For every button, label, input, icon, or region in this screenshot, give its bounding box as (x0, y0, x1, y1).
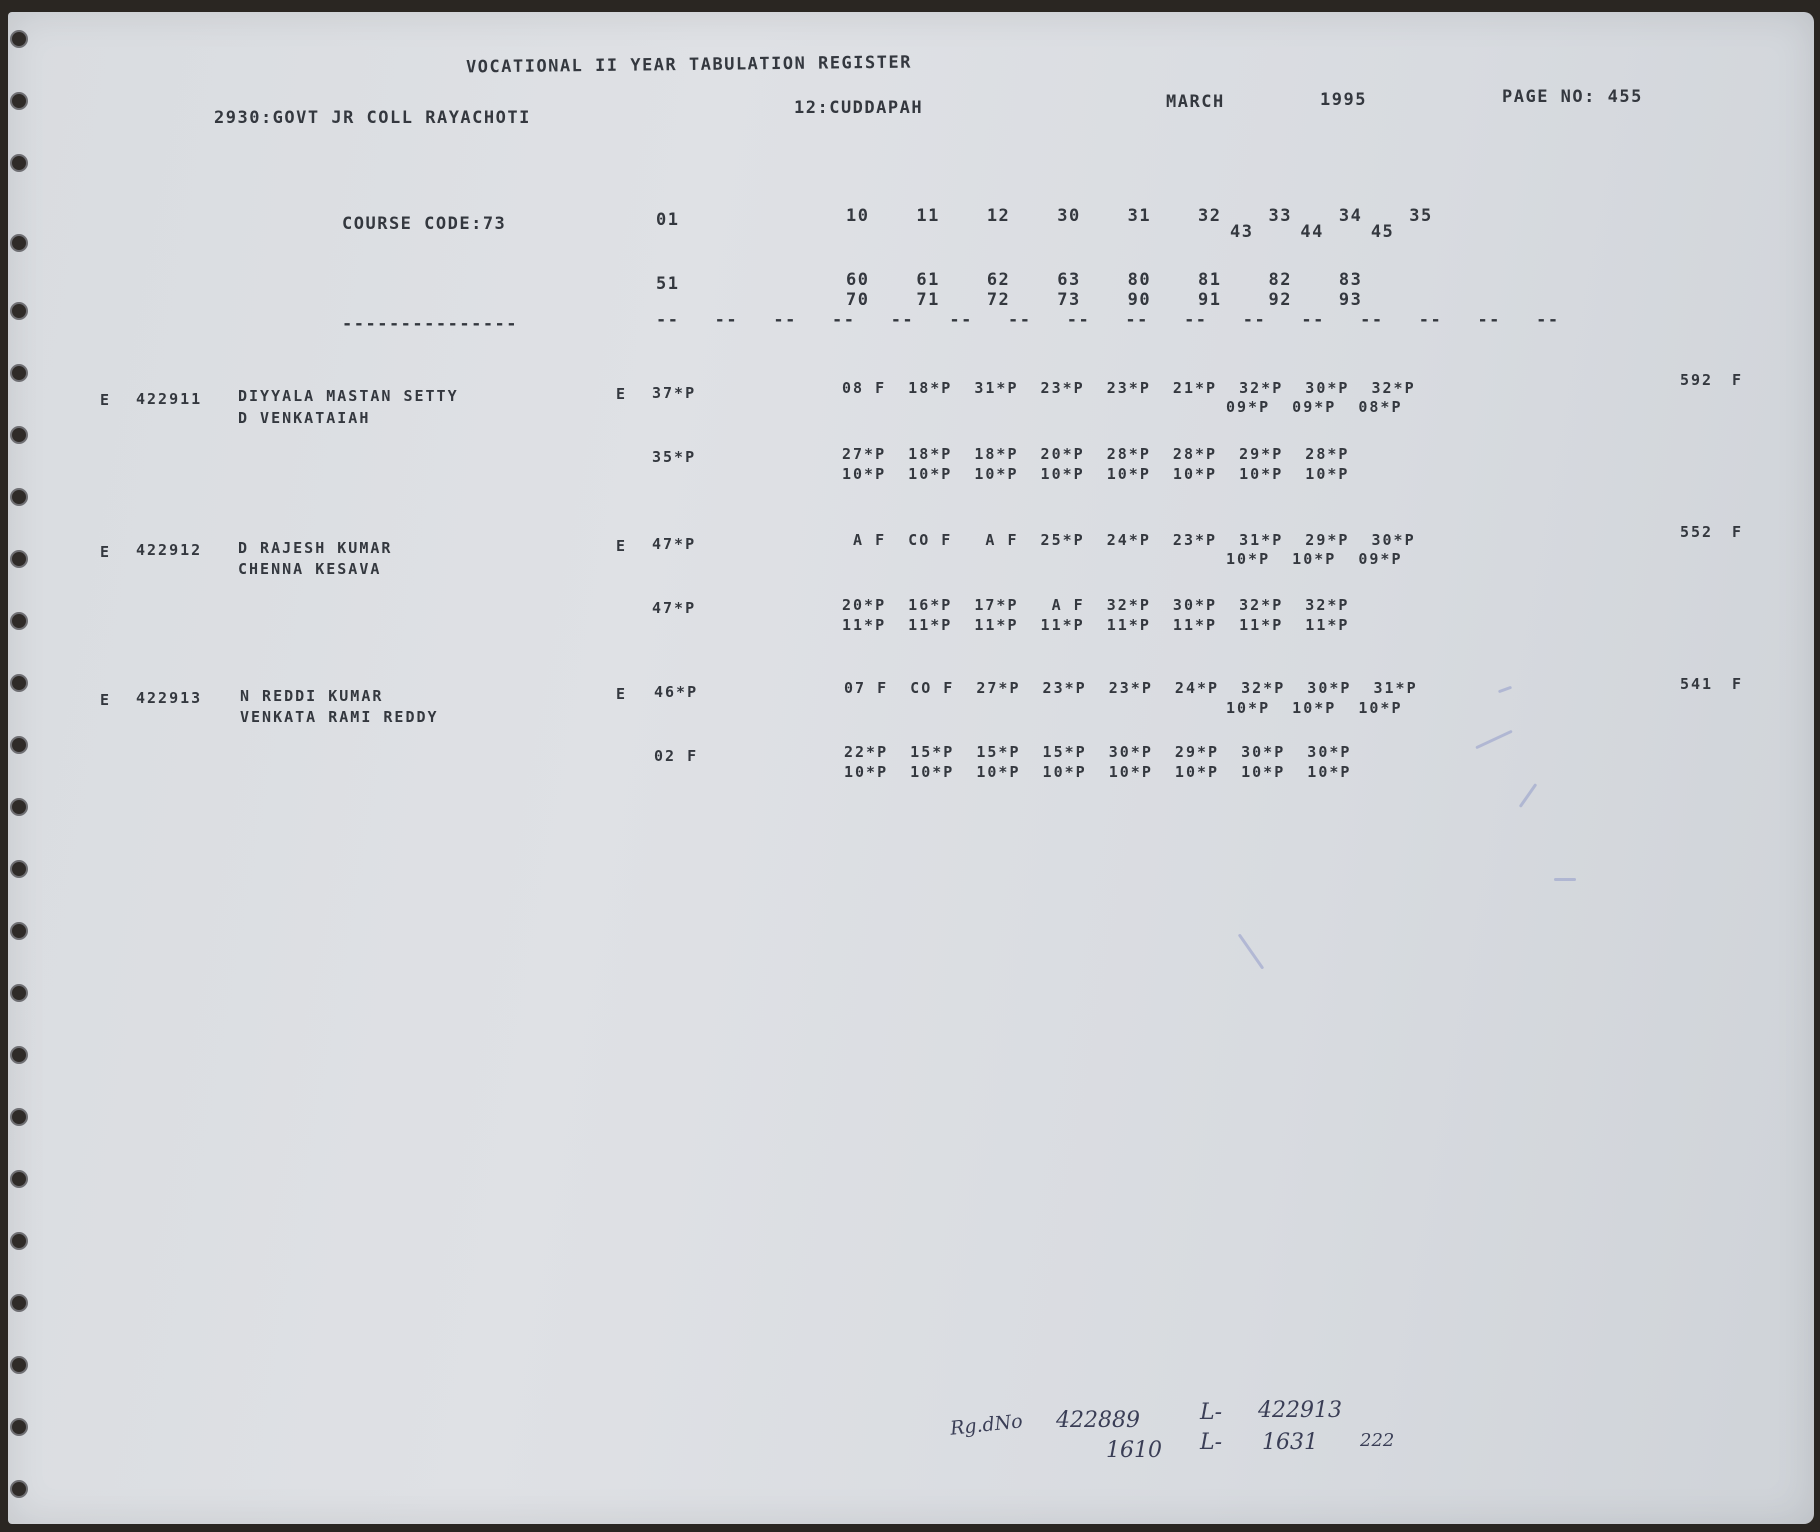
part1-marks: 47*P (652, 535, 697, 553)
pen-mark (1554, 878, 1576, 881)
student-name: D RAJESH KUMAR (238, 539, 393, 557)
note-from-number: 1610 (1106, 1438, 1162, 1463)
binder-hole (10, 922, 28, 940)
exam-month: MARCH (1166, 92, 1225, 112)
subject-marks-row2-second: 11*P 11*P 11*P 11*P 11*P 11*P 11*P 11*P (842, 616, 1350, 634)
binder-hole (10, 674, 28, 692)
course-code: COURSE CODE:73 (342, 214, 507, 234)
pen-mark (1498, 686, 1512, 694)
binder-hole (10, 1108, 28, 1126)
student-name: N REDDI KUMAR (240, 687, 384, 705)
exam-year: 1995 (1320, 90, 1367, 110)
grand-total: 592 (1680, 371, 1714, 389)
student-regno: 422911 (136, 390, 203, 408)
father-name: D VENKATAIAH (238, 409, 371, 427)
page-number: PAGE NO: 455 (1502, 87, 1643, 107)
binder-hole (10, 426, 28, 444)
note-from-regno: 422889 (1056, 1408, 1140, 1433)
binder-hole (10, 1480, 28, 1498)
subject-marks-row2-second: 10*P 10*P 10*P 10*P 10*P 10*P 10*P 10*P (842, 465, 1350, 483)
result: F (1732, 523, 1744, 541)
part1-marks: 37*P (652, 384, 697, 402)
binder-hole (10, 154, 28, 172)
binder-hole (10, 1356, 28, 1374)
part-code-row1: 01 (656, 210, 680, 230)
subject-marks-row1-second: 10*P 10*P 09*P (1226, 550, 1403, 568)
subject-marks-row1-second: 10*P 10*P 10*P (1226, 699, 1403, 717)
binder-hole (10, 1418, 28, 1436)
pen-mark (1475, 730, 1513, 750)
subject-marks-row1-second: 09*P 09*P 08*P (1226, 398, 1403, 416)
binder-hole (10, 1170, 28, 1188)
binder-hole (10, 1046, 28, 1064)
binder-hole (10, 30, 28, 48)
grand-total: 541 (1680, 675, 1714, 693)
result: F (1732, 371, 1744, 389)
subject-codes-row1: 10 11 12 30 31 32 33 34 35 (846, 206, 1433, 226)
binder-hole (10, 550, 28, 568)
student-regno: 422912 (136, 541, 203, 559)
student-name: DIYYALA MASTAN SETTY (238, 387, 459, 405)
subject-marks-row1: 07 F CO F 27*P 23*P 23*P 24*P 32*P 30*P 31*P (844, 679, 1418, 697)
grand-total: 552 (1680, 523, 1714, 541)
student-regno: 422913 (136, 689, 203, 707)
binder-hole (10, 488, 28, 506)
note-dash: L- (1200, 1430, 1223, 1455)
student-category: E (100, 391, 112, 409)
binder-hole (10, 1232, 28, 1250)
binder-hole (10, 302, 28, 320)
medium: E (616, 537, 628, 555)
father-name: VENKATA RAMI REDDY (240, 708, 439, 726)
part2-marks: 47*P (652, 599, 697, 617)
subject-marks-row2-second: 10*P 10*P 10*P 10*P 10*P 10*P 10*P 10*P (844, 763, 1352, 781)
note-dash: L- (1200, 1400, 1223, 1425)
header-rule-right: -- -- -- -- -- -- -- -- -- -- -- -- -- -- -- -- (656, 310, 1560, 330)
subject-marks-row1: 08 F 18*P 31*P 23*P 23*P 21*P 32*P 30*P 32*P (842, 379, 1416, 397)
medium: E (616, 685, 628, 703)
binder-hole (10, 234, 28, 252)
part1-marks: 46*P (654, 683, 699, 701)
subject-marks-row2: 22*P 15*P 15*P 15*P 30*P 29*P 30*P 30*P (844, 743, 1352, 761)
binder-hole (10, 364, 28, 382)
binder-hole (10, 736, 28, 754)
subject-codes-row2-second: 70 71 72 73 90 91 92 93 (846, 290, 1363, 310)
binder-hole (10, 798, 28, 816)
college-name: 2930:GOVT JR COLL RAYACHOTI (214, 108, 531, 128)
subject-codes-row2: 60 61 62 63 80 81 82 83 (846, 270, 1363, 290)
note-label: Rg.dNo (949, 1410, 1024, 1440)
student-category: E (100, 543, 112, 561)
binder-hole (10, 984, 28, 1002)
part2-marks: 35*P (652, 448, 697, 466)
binder-hole (10, 860, 28, 878)
note-to-number: 1631 (1262, 1430, 1318, 1455)
register-title: VOCATIONAL II YEAR TABULATION REGISTER (465, 52, 913, 78)
part-code-row2: 51 (656, 274, 680, 294)
binder-hole (10, 612, 28, 630)
binder-hole (10, 1294, 28, 1312)
father-name: CHENNA KESAVA (238, 560, 382, 578)
part2-marks: 02 F (654, 747, 699, 765)
pen-mark (1519, 783, 1538, 808)
student-category: E (100, 691, 112, 709)
medium: E (616, 385, 628, 403)
header-rule-left: --------------- (342, 314, 519, 334)
note-to-regno: 422913 (1258, 1398, 1342, 1423)
note-count: 222 (1360, 1430, 1395, 1451)
subject-codes-row1-second: 43 44 45 (1230, 222, 1395, 242)
subject-marks-row1: A F CO F A F 25*P 24*P 23*P 31*P 29*P 30*P (842, 531, 1416, 549)
binder-hole (10, 92, 28, 110)
subject-marks-row2: 20*P 16*P 17*P A F 32*P 30*P 32*P 32*P (842, 596, 1350, 614)
district-name: 12:CUDDAPAH (794, 98, 924, 118)
register-sheet (8, 12, 1814, 1524)
subject-marks-row2: 27*P 18*P 18*P 20*P 28*P 28*P 29*P 28*P (842, 445, 1350, 463)
pen-mark (1238, 933, 1265, 969)
result: F (1732, 675, 1744, 693)
